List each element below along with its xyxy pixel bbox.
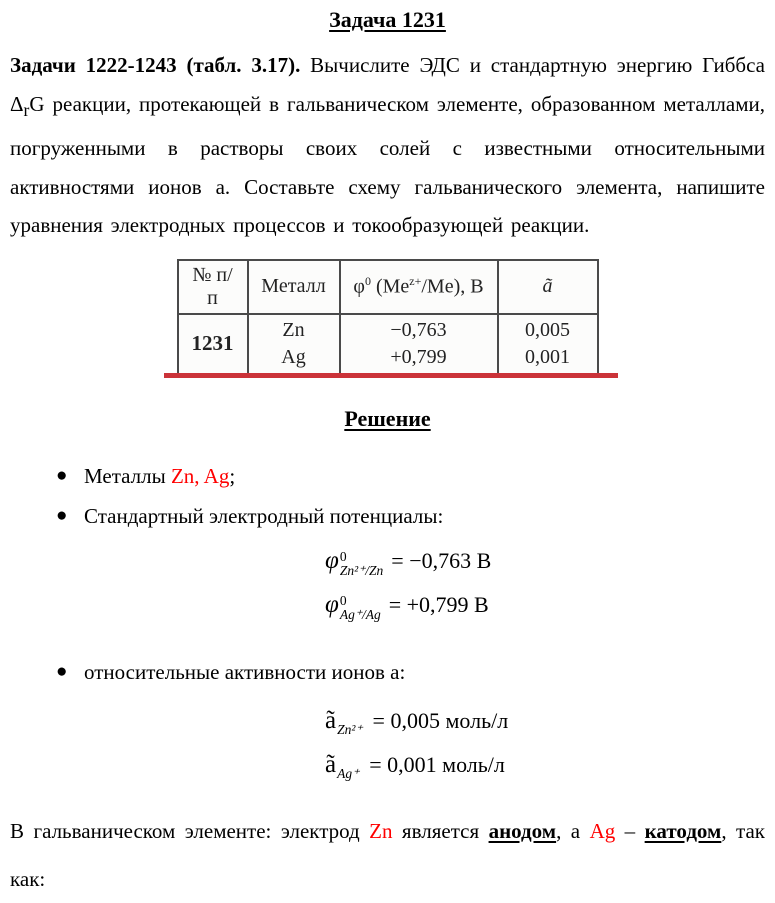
phi-sup: 0 (339, 548, 347, 564)
potential-text-rest: /Me), В (421, 276, 484, 299)
bullet-metals-label: Металлы (84, 463, 171, 488)
delta-subscript: r (23, 99, 30, 120)
formula-value: = +0,799 В (388, 591, 489, 617)
potential-ag: +0,799 (390, 345, 447, 368)
bullet-potentials-text: Стандартный электродный потенциалы: (84, 503, 444, 528)
intro-paragraph (10, 46, 765, 245)
bullet-metals-values: Zn, Ag (170, 463, 230, 488)
col-header-activity: ã (498, 260, 598, 314)
bullet-item-activities (56, 657, 765, 687)
conclusion-paragraph (10, 807, 765, 903)
intro-text-rest: G реакции, протекающей в гальваническом элементе, образованном металлами, погруженными в растворы своих солей с известными относительными активностями ионов а. Составьте схему гальванического элемента, напишите уравнения электродных процессов и токообразующей реакции. (10, 91, 765, 238)
phi-superscript: 0 (364, 274, 371, 289)
conclusion-text: , так как: (10, 818, 765, 891)
phi-supsub (340, 550, 383, 578)
metal-zn: Zn (282, 318, 305, 341)
formula-value: = 0,005 моль/л (372, 707, 509, 733)
a-sub: Zn²⁺ (337, 721, 363, 737)
cell-metals (248, 314, 340, 374)
ag-red-label: Ag (589, 818, 616, 843)
col-header-potential (340, 260, 498, 314)
bullet-metals-punct: ; (229, 463, 236, 488)
bullet-icon: ● (56, 660, 68, 682)
phi-sub: Ag⁺/Ag (339, 606, 381, 622)
bullet-item-potentials (56, 501, 765, 531)
a-tilde-symbol: ã (325, 706, 337, 734)
table-header-row (178, 260, 598, 314)
bullet-activities-text: относительные активности ионов а: (84, 659, 406, 684)
potential-zn: −0,763 (390, 318, 447, 341)
cell-problem-number: 1231 (178, 314, 248, 374)
formula-activity-ag (325, 749, 765, 781)
intro-bold-lead: Задачи 1222-1243 (табл. 3.17). (10, 53, 301, 77)
phi-symbol: φ (353, 276, 365, 299)
bullet-metals-text (84, 461, 235, 491)
cell-potentials (340, 314, 498, 374)
bullet-icon: ● (56, 464, 68, 486)
phi-formulas-block (325, 545, 765, 621)
phi-symbol: φ (325, 546, 339, 574)
cell-activities (498, 314, 598, 374)
formula-phi-zn (325, 545, 765, 577)
table-section (10, 259, 765, 375)
intro-text: Вычислите ЭДС и стандартную энергию Гиббса Δ (10, 53, 765, 116)
bullet-icon: ● (56, 504, 68, 526)
conclusion-text: является (392, 818, 489, 843)
metal-ag: Ag (281, 345, 306, 368)
potential-text: (Me (370, 276, 410, 299)
phi-sub: Zn²⁺/Zn (339, 562, 384, 578)
formula-value: = −0,763 В (391, 547, 492, 573)
a-tilde-symbol: ã (325, 750, 337, 778)
phi-supsub (340, 594, 381, 622)
conclusion-text: В гальваническом элементе: электрод (10, 818, 370, 843)
zn-red-label: Zn (369, 818, 393, 843)
phi-symbol: φ (325, 590, 339, 618)
conclusion-text: – (615, 818, 645, 843)
a-sub: Ag⁺ (337, 765, 360, 781)
col-header-metal: Металл (248, 260, 340, 314)
bullet-item-metals (56, 461, 765, 491)
charge-superscript: z+ (409, 274, 422, 289)
activity-zn: 0,005 (525, 318, 570, 341)
phi-sup: 0 (339, 592, 347, 608)
cathode-label: катодом (644, 818, 722, 843)
formula-activity-zn (325, 705, 765, 737)
table-row (178, 314, 598, 374)
conclusion-text: , а (556, 818, 590, 843)
activity-ag: 0,001 (525, 345, 570, 368)
table-image-box (177, 259, 599, 375)
formula-value: = 0,001 моль/л (369, 751, 505, 777)
problem-title: Задача 1231 (329, 7, 446, 32)
solution-heading: Решение (344, 405, 431, 431)
data-table (177, 259, 599, 375)
activity-formulas-block (325, 705, 765, 781)
anode-label: анодом (488, 818, 557, 843)
col-header-number: № п/п (178, 260, 248, 314)
formula-phi-ag (325, 589, 765, 621)
